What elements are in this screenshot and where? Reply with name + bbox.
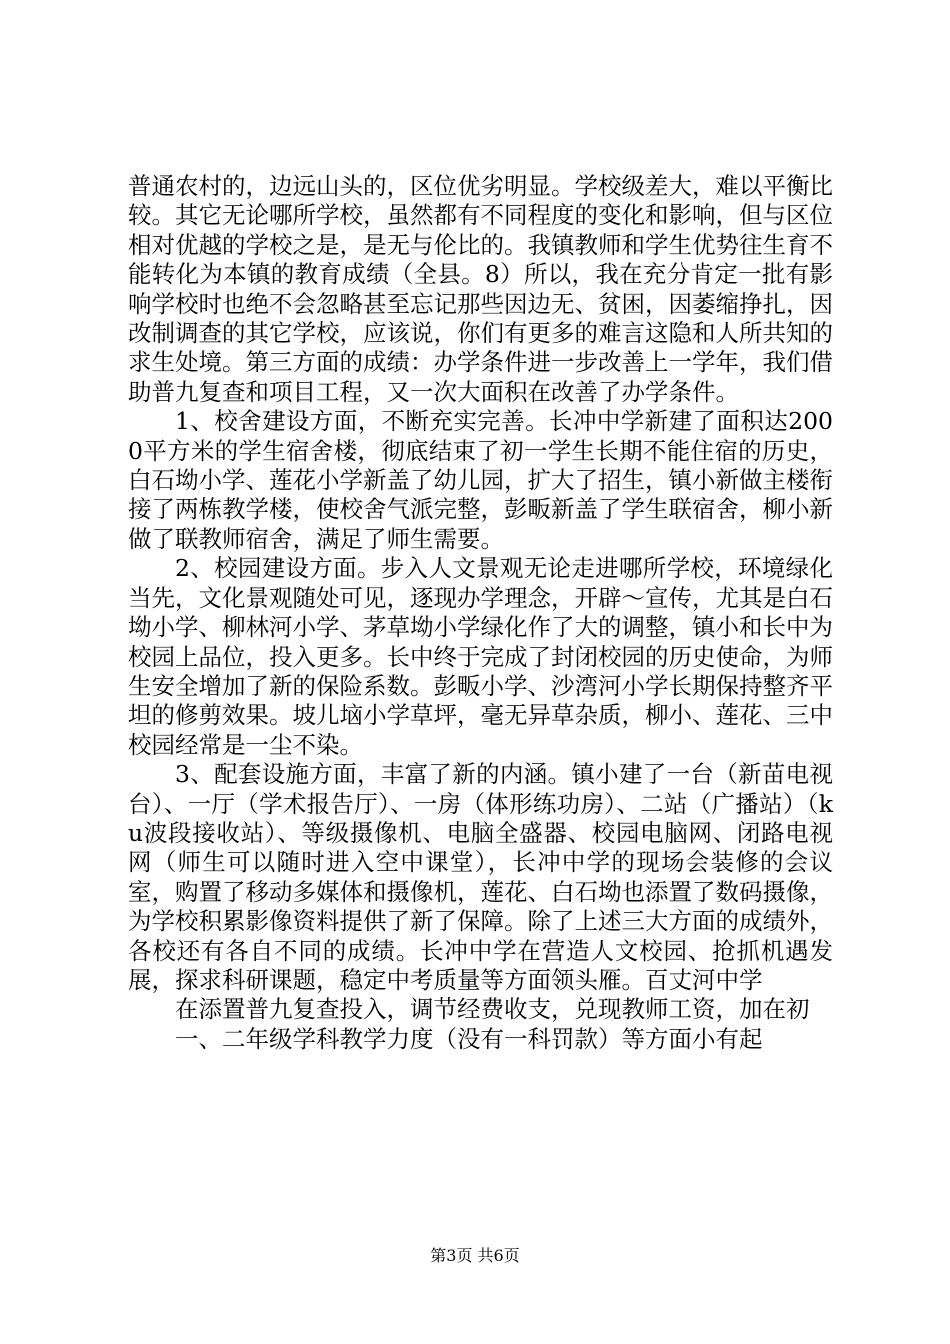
paragraph-supporting-facilities: 3、配套设施方面，丰富了新的内涵。镇小建了一台（新苗电视台）、一厅（学术报告厅）、一房（体形练功房）、二站（广播站）（ku波段接收站）、等级摄像机、电脑全盛器、校园电脑网、闭路电视网（师生可以随时进入空中课堂），长冲中学的现场会装修的会议室，购置了移动多媒体和摄像机，莲花、白石坳也添置了数码摄像，为学校积累影像资料提供了新了保障。除了上述三大方面的成绩外，各校还有各自不同的成绩。长冲中学在营造人文校园、抢抓机遇发展，探求科研课题，稳定中考质量等方面领头雁。百丈河中学 <box>128 760 833 994</box>
paragraph-campus-construction: 2、校园建设方面。步入人文景观无论走进哪所学校，环境绿化当先，文化景观随处可见，逐现办学理念，开辟～宣传，尤其是白石坳小学、柳林河小学、茅草坳小学绿化作了大的调整，镇小和长中为校园上品位，投入更多。长中终于完成了封闭校园的历史使命，为师生安全增加了新的保险系数。彭畈小学、沙湾河小学长期保持整齐平坦的修剪效果。坡儿垴小学草坪，毫无异草杂质，柳小、莲花、三中校园经常是一尘不染。 <box>128 554 833 759</box>
paragraph-intro: 普通农村的，边远山头的，区位优劣明显。学校级差大，难以平衡比较。其它无论哪所学校，虽然都有不同程度的变化和影响，但与区位相对优越的学校之是，是无与伦比的。我镇教师和学生优势往生育不能转化为本镇的教育成绩（全县。8）所以，我在充分肯定一批有影响学校时也绝不会忽略甚至忘记那些因边无、贫困，因萎缩挣扎，因改制调查的其它学校，应该说，你们有更多的难言这隐和人所共知的求生处境。第三方面的成绩：办学条件进一步改善上一学年，我们借助普九复查和项目工程，又一次大面积在改善了办学条件。 <box>128 172 833 406</box>
document-body <box>128 172 833 1054</box>
paragraph-fragment-2: 一、二年级学科教学力度（没有一科罚款）等方面小有起 <box>175 1024 763 1053</box>
page-number-footer: 第3页 共6页 <box>430 1246 520 1265</box>
paragraph-dormitory-construction: 1、校舍建设方面，不断充实完善。长冲中学新建了面积达2000平方米的学生宿舍楼，彻底结束了初一学生长期不能住宿的历史，白石坳小学、莲花小学新盖了幼儿园，扩大了招生，镇小新做主楼衔接了两栋教学楼，使校舍气派完整，彭畈新盖了学生联宿舍，柳小新做了联教师宿舍，满足了师生需要。 <box>128 407 833 553</box>
paragraph-fragment-1: 在添置普九复查投入，调节经费收支，兑现教师工资，加在初 <box>175 995 810 1024</box>
